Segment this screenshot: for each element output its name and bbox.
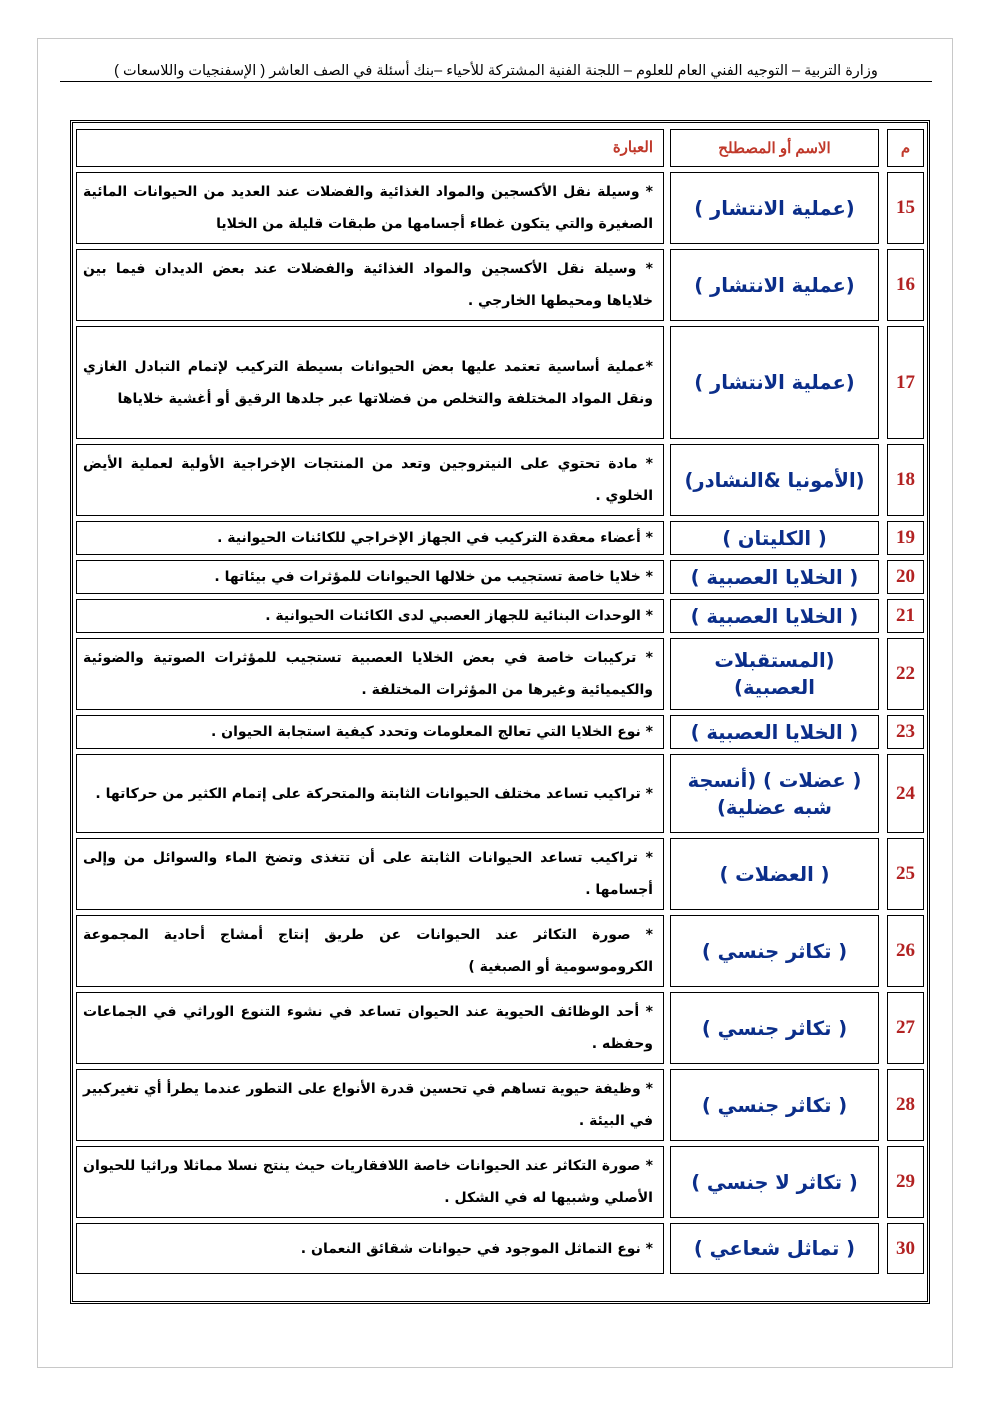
table-row xyxy=(76,838,924,910)
row-statement: * خلايا خاصة تستجيب من خلالها الحيوانات للمؤثرات في بيئاتها . xyxy=(76,560,664,594)
table-row xyxy=(76,754,924,833)
row-number: 18 xyxy=(887,444,924,516)
row-statement: * مادة تحتوي على النيتروجين وتعد من المنتجات الإخراجية الأولية لعملية الأيض الخلوي . xyxy=(76,444,664,516)
row-number: 26 xyxy=(887,915,924,987)
row-number: 30 xyxy=(887,1223,924,1274)
table-row xyxy=(76,326,924,439)
table-row xyxy=(76,249,924,321)
row-number: 25 xyxy=(887,838,924,910)
row-term: (عملية الانتشار ) xyxy=(670,249,879,321)
row-number: 16 xyxy=(887,249,924,321)
row-number: 21 xyxy=(887,599,924,633)
row-term: ( تكاثر لا جنسي ) xyxy=(670,1146,879,1218)
row-term: (عملية الانتشار ) xyxy=(670,326,879,439)
row-term: ( تكاثر جنسي ) xyxy=(670,915,879,987)
row-term: ( الخلايا العصبية ) xyxy=(670,560,879,594)
row-statement: * صورة التكاثر عند الحيوانات خاصة اللافقاريات حيث ينتج نسلا مماثلا وراثيا للحيوان الأصلي وشبيها له في الشكل . xyxy=(76,1146,664,1218)
row-number: 15 xyxy=(887,172,924,244)
row-statement: *عملية أساسية تعتمد عليها بعض الحيوانات بسيطة التركيب لإتمام التبادل الغازي ونقل المواد المختلفة والتخلص من فضلاتها عبر جلدها الرقيق أو أغشية خلاياها xyxy=(76,326,664,439)
row-term: ( تكاثر جنسي ) xyxy=(670,992,879,1064)
row-statement: * صورة التكاثر عند الحيوانات عن طريق إنتاج أمشاج أحادية المجموعة الكروموسومية أو الصبغية ) xyxy=(76,915,664,987)
table-row xyxy=(76,915,924,987)
row-statement: * تركيبات خاصة في بعض الخلايا العصبية تستجيب للمؤثرات الصوتية والضوئية والكيميائية وغيرها من المؤثرات المختلفة . xyxy=(76,638,664,710)
header-statement: العبارة xyxy=(76,129,664,167)
row-statement: * تراكيب تساعد الحيوانات الثابتة على أن تتغذى وتضخ الماء والسوائل من وإلى أجسامها . xyxy=(76,838,664,910)
page-header: وزارة التربية – التوجيه الفني العام للعلوم – اللجنة الفنية المشتركة للأحياء –بنك أسئلة في الصف العاشر ( الإسفنجيات واللاسعات ) xyxy=(60,62,932,82)
table-row xyxy=(76,1223,924,1274)
row-term: (الأمونيا &النشادر) xyxy=(670,444,879,516)
row-number: 23 xyxy=(887,715,924,749)
row-statement: * تراكيب تساعد مختلف الحيوانات الثابتة والمتحركة على إتمام الكثير من حركاتها . xyxy=(76,754,664,833)
row-term: (المستقبلات العصبية) xyxy=(670,638,879,710)
row-term: (عملية الانتشار ) xyxy=(670,172,879,244)
question-bank-table xyxy=(76,124,924,1279)
row-term: ( الكليتان ) xyxy=(670,521,879,555)
row-statement: * وسيلة نقل الأكسجين والمواد الغذائية والفضلات عند بعض الديدان فيما بين خلاياها ومحيطها الخارجي . xyxy=(76,249,664,321)
header-term: الاسم أو المصطلح xyxy=(670,129,879,167)
table-row xyxy=(76,992,924,1064)
table-row xyxy=(76,638,924,710)
row-statement: * وظيفة حيوية تساهم في تحسين قدرة الأنواع على التطور عندما يطرأ أي تغيركبير في البيئة . xyxy=(76,1069,664,1141)
table-row xyxy=(76,599,924,633)
row-number: 24 xyxy=(887,754,924,833)
row-statement: * وسيلة نقل الأكسجين والمواد الغذائية والفضلات عند العديد من الحيوانات المائية الصغيرة والتي يتكون غطاء أجسامها من طبقات قليلة من الخلايا xyxy=(76,172,664,244)
table-row xyxy=(76,521,924,555)
table-row xyxy=(76,560,924,594)
row-term: ( الخلايا العصبية ) xyxy=(670,715,879,749)
row-statement: * أعضاء معقدة التركيب في الجهاز الإخراجي للكائنات الحيوانية . xyxy=(76,521,664,555)
table-row xyxy=(76,1146,924,1218)
row-number: 20 xyxy=(887,560,924,594)
row-statement: * نوع الخلايا التي تعالج المعلومات وتحدد كيفية استجابة الحيوان . xyxy=(76,715,664,749)
row-statement: * نوع التماثل الموجود في حيوانات شقائق النعمان . xyxy=(76,1223,664,1274)
row-term: ( عضلات ) (أنسجة شبه عضلية) xyxy=(670,754,879,833)
row-statement: * أحد الوظائف الحيوية عند الحيوان تساعد في نشوء التنوع الوراثي في الجماعات وحفظه . xyxy=(76,992,664,1064)
row-term: ( العضلات ) xyxy=(670,838,879,910)
header-number: م xyxy=(887,129,924,167)
row-number: 28 xyxy=(887,1069,924,1141)
row-number: 29 xyxy=(887,1146,924,1218)
table-row xyxy=(76,444,924,516)
table-row xyxy=(76,172,924,244)
row-number: 19 xyxy=(887,521,924,555)
row-term: ( تكاثر جنسي ) xyxy=(670,1069,879,1141)
table-row xyxy=(76,715,924,749)
row-number: 17 xyxy=(887,326,924,439)
row-number: 27 xyxy=(887,992,924,1064)
row-term: ( تماثل شعاعي ) xyxy=(670,1223,879,1274)
table-row xyxy=(76,1069,924,1141)
table-header-row xyxy=(76,129,924,167)
row-term: ( الخلايا العصبية ) xyxy=(670,599,879,633)
row-statement: * الوحدات البنائية للجهاز العصبي لدى الكائنات الحيوانية . xyxy=(76,599,664,633)
row-number: 22 xyxy=(887,638,924,710)
